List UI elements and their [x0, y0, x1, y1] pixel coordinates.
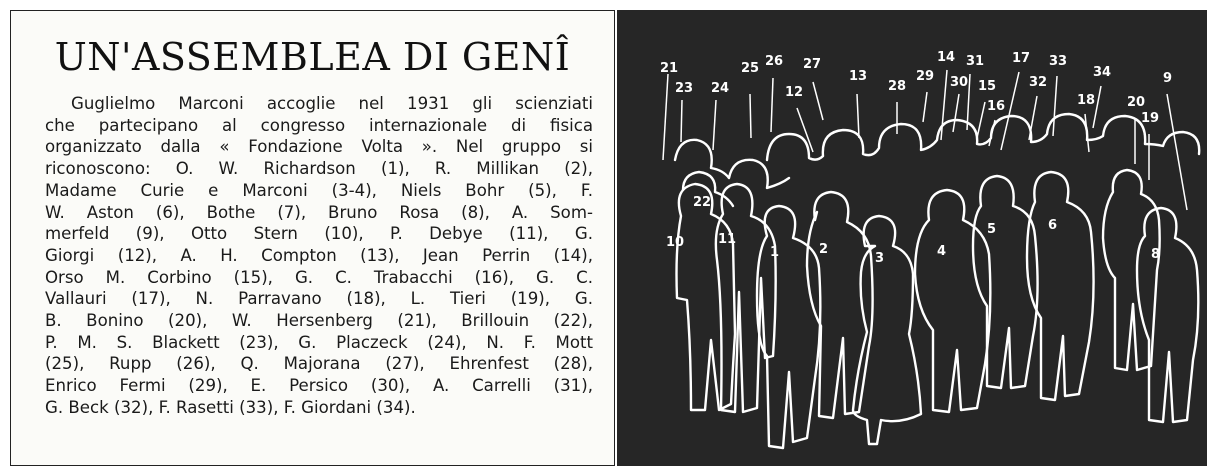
silhouette-key-drawing — [617, 10, 1207, 466]
caption-line: organizzato dalla « Fondazione Volta ». Nel gruppo si — [45, 137, 593, 157]
caption-line: che partecipano al congresso internazionale di fisica — [45, 115, 593, 135]
label-25: 25 — [741, 61, 760, 76]
group-silhouette-figure — [617, 10, 1207, 466]
outline-person-4 — [915, 190, 990, 412]
outline-back-row — [675, 140, 789, 188]
label-18: 18 — [1077, 93, 1096, 108]
label-16: 16 — [987, 99, 1006, 114]
label-32: 32 — [1029, 75, 1048, 90]
outline-person-3 — [853, 216, 921, 444]
label-31: 31 — [966, 54, 985, 69]
outline-person-20 — [1103, 170, 1160, 370]
label-27: 27 — [803, 57, 822, 72]
label-17: 17 — [1012, 51, 1031, 66]
label-30: 30 — [950, 75, 969, 90]
caption-line: G. Beck (32), F. Rasetti (33), F. Giordani (34). — [45, 397, 416, 417]
label-28: 28 — [888, 79, 907, 94]
label-3: 3 — [875, 251, 885, 266]
label-26: 26 — [765, 54, 784, 69]
outline-person-1 — [757, 206, 820, 448]
label-19: 19 — [1141, 111, 1160, 126]
label-20: 20 — [1127, 95, 1146, 110]
label-29: 29 — [916, 69, 935, 84]
caption-text — [45, 93, 593, 419]
label-8: 8 — [1151, 247, 1161, 262]
outline-person-10 — [677, 184, 736, 410]
label-23: 23 — [675, 81, 694, 96]
caption-line: Enrico Fermi (29), E. Persico (30), A. Carrelli (31), — [45, 376, 593, 396]
caption-line: Orso M. Corbino (15), G. C. Trabacchi (16), G. C. — [45, 267, 593, 287]
label-1: 1 — [770, 245, 780, 260]
label-33: 33 — [1049, 54, 1068, 69]
caption-panel — [10, 10, 615, 466]
label-22: 22 — [693, 195, 712, 210]
label-11: 11 — [718, 232, 737, 247]
label-34: 34 — [1093, 65, 1112, 80]
label-15: 15 — [978, 79, 997, 94]
caption-line: Vallauri (17), N. Parravano (18), L. Tieri (19), G. — [45, 289, 593, 309]
label-21: 21 — [660, 61, 679, 76]
leader-lines — [663, 70, 1187, 210]
label-14: 14 — [937, 50, 956, 65]
caption-line: P. M. S. Blackett (23), G. Placzeck (24), N. F. Mott — [45, 332, 593, 352]
caption-line: riconoscono: O. W. Richardson (1), R. Millikan (2), — [45, 159, 593, 179]
label-24: 24 — [711, 81, 730, 96]
silhouette-outlines — [675, 114, 1199, 448]
caption-line: B. Bonino (20), W. Hersenberg (21), Brillouin (22), — [45, 311, 593, 331]
caption-line: Guglielmo Marconi accoglie nel 1931 gli scienziati — [71, 94, 593, 113]
caption-line: Giorgi (12), A. H. Compton (13), Jean Perrin (14), — [45, 245, 593, 265]
label-13: 13 — [849, 69, 868, 84]
label-10: 10 — [666, 235, 685, 250]
identification-numbers — [660, 50, 1172, 266]
caption-line: W. Aston (6), Bothe (7), Bruno Rosa (8), A. Som- — [45, 202, 593, 222]
label-9: 9 — [1163, 71, 1173, 86]
caption-line: (25), Rupp (26), Q. Majorana (27), Ehrenfest (28), — [45, 354, 593, 374]
label-12: 12 — [785, 85, 804, 100]
label-2: 2 — [819, 242, 829, 257]
caption-line: merfeld (9), Otto Stern (10), P. Debye (11), G. — [45, 224, 593, 244]
label-4: 4 — [937, 244, 947, 259]
label-6: 6 — [1048, 218, 1058, 233]
caption-line: Madame Curie e Marconi (3-4), Niels Bohr (5), F. — [45, 180, 593, 200]
headline: UN'ASSEMBLEA DI GENÎ — [54, 35, 571, 79]
outline-person-8 — [1137, 208, 1198, 422]
label-5: 5 — [987, 222, 997, 237]
